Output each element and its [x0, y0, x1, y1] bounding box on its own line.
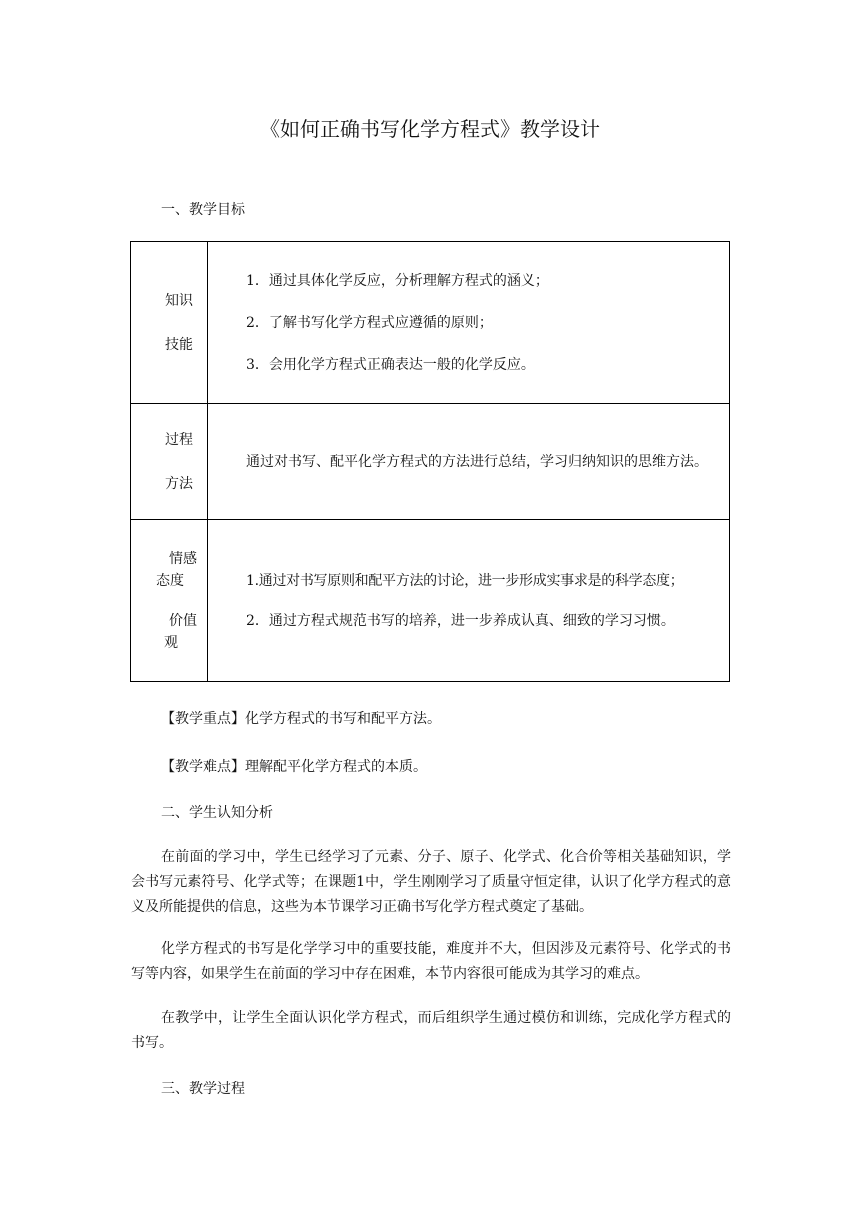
section-heading-cognitive: 二、学生认知分析: [161, 805, 273, 821]
label-line: 知识: [165, 292, 193, 309]
category-label-process: [131, 404, 208, 520]
category-label-attitude: [131, 520, 208, 682]
category-label-knowledge: [131, 242, 208, 404]
knowledge-items: [208, 242, 730, 404]
label-line: 价值: [169, 612, 197, 629]
paragraph: 在前面的学习中，学生已经学习了元素、分子、原子、化学式、化合价等相关基础知识，学会书写元素符号、化学式等；在课题1中，学生刚刚学习了质量守恒定律，认识了化学方程式的意义及所能提供的信息，这些为本节课学习正确书写化学方程式奠定了基础。: [131, 849, 731, 915]
list-item: 1.通过对书写原则和配平方法的讨论，进一步形成实事求是的科学态度；: [246, 572, 684, 589]
objectives-table: [130, 241, 730, 682]
label-line: 观: [164, 634, 178, 651]
list-item: 2．了解书写化学方程式应遵循的原则；: [246, 314, 493, 331]
document-title: 《如何正确书写化学方程式》教学设计: [260, 117, 600, 141]
process-text: [208, 404, 730, 520]
label-line: 方法: [165, 475, 193, 492]
label-line: 态度: [156, 572, 184, 589]
paragraph: 在教学中，让学生全面认识化学方程式，而后组织学生通过模仿和训练，完成化学方程式的书写。: [131, 1010, 731, 1051]
label-line: 情感: [169, 550, 197, 567]
section-heading-objectives: 一、教学目标: [161, 202, 245, 218]
list-item: 2．通过方程式规范书写的培养，进一步养成认真、细致的学习习惯。: [246, 612, 675, 629]
list-item: 3．会用化学方程式正确表达一般的化学反应。: [246, 356, 535, 373]
section-heading-process: 三、教学过程: [161, 1081, 245, 1097]
table-row-knowledge: [131, 242, 730, 404]
label-line: 技能: [165, 336, 193, 353]
table-row-process: [131, 404, 730, 520]
label-line: 过程: [165, 431, 193, 448]
table-row-attitude: [131, 520, 730, 682]
list-item: 1．通过具体化学反应，分析理解方程式的涵义；: [246, 272, 549, 289]
process-description: 通过对书写、配平化学方程式的方法进行总结，学习归纳知识的思维方法。: [246, 453, 708, 470]
difficult-point: 【教学难点】理解配平化学方程式的本质。: [161, 759, 427, 775]
key-point: 【教学重点】化学方程式的书写和配平方法。: [161, 711, 441, 727]
attitude-items: [208, 520, 730, 682]
paragraph: 化学方程式的书写是化学学习中的重要技能，难度并不大，但因涉及元素符号、化学式的书写等内容，如果学生在前面的学习中存在困难，本节内容很可能成为其学习的难点。: [131, 941, 731, 982]
